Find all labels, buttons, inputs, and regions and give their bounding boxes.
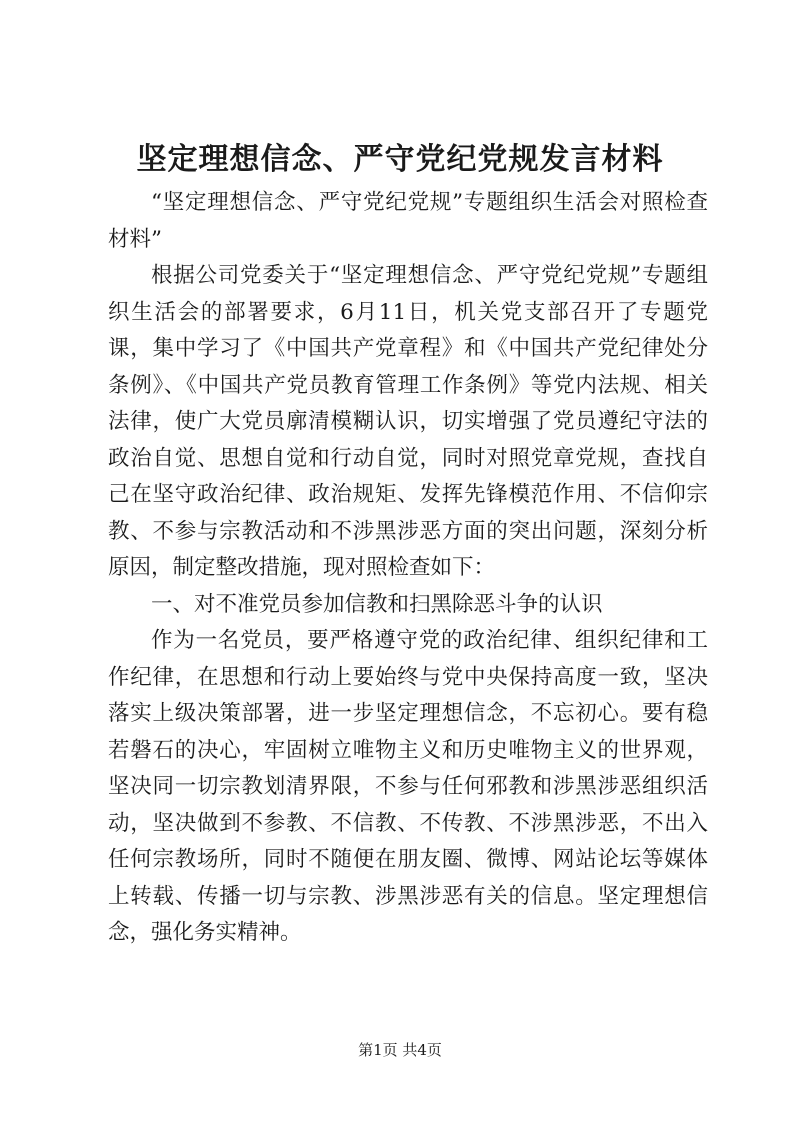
subtitle-paragraph: “坚定理想信念、严守党纪党规”专题组织生活会对照检查材料”	[108, 190, 708, 252]
page-number-footer: 第1页 共4页	[358, 1041, 442, 1059]
document-title: 坚定理想信念、严守党纪党规发言材料	[136, 142, 664, 177]
section-heading-1: 一、对不准党员参加信教和扫黑除恶斗争的认识	[151, 591, 603, 617]
body-paragraph-1: 根据公司党委关于“坚定理想信念、严守党纪党规”专题组织生活会的部署要求，6月11日，机关党支部召开了专题党课，集中学习了《中国共产党章程》和《中国共产党纪律处分条例》、《中国共产党员教育管理工作条例》等党内法规、相关法律，使广大党员廓清模糊认识，切实增强了党员遵纪守法的政治自觉、思想自觉和行动自觉，同时对照党章党规，查找自己在坚守政治纪律、政治规矩、发挥先锋模范作用、不信仰宗教、不参与宗教活动和不涉黑涉恶方面的突出问题，深刻分析原因，制定整改措施，现对照检查如下：	[108, 263, 708, 580]
document-body	[108, 185, 708, 952]
body-paragraph-2: 作为一名党员，要严格遵守党的政治纪律、组织纪律和工作纪律，在思想和行动上要始终与党中央保持高度一致，坚决落实上级决策部署，进一步坚定理想信念，不忘初心。要有稳若磐石的决心，牢固树立唯物主义和历史唯物主义的世界观，坚决同一切宗教划清界限，不参与任何邪教和涉黑涉恶组织活动，坚决做到不参教、不信教、不传教、不涉黑涉恶，不出入任何宗教场所，同时不随便在朋友圈、微博、网站论坛等媒体上转载、传播一切与宗教、涉黑涉恶有关的信息。坚定理想信念，强化务实精神。	[108, 628, 708, 945]
